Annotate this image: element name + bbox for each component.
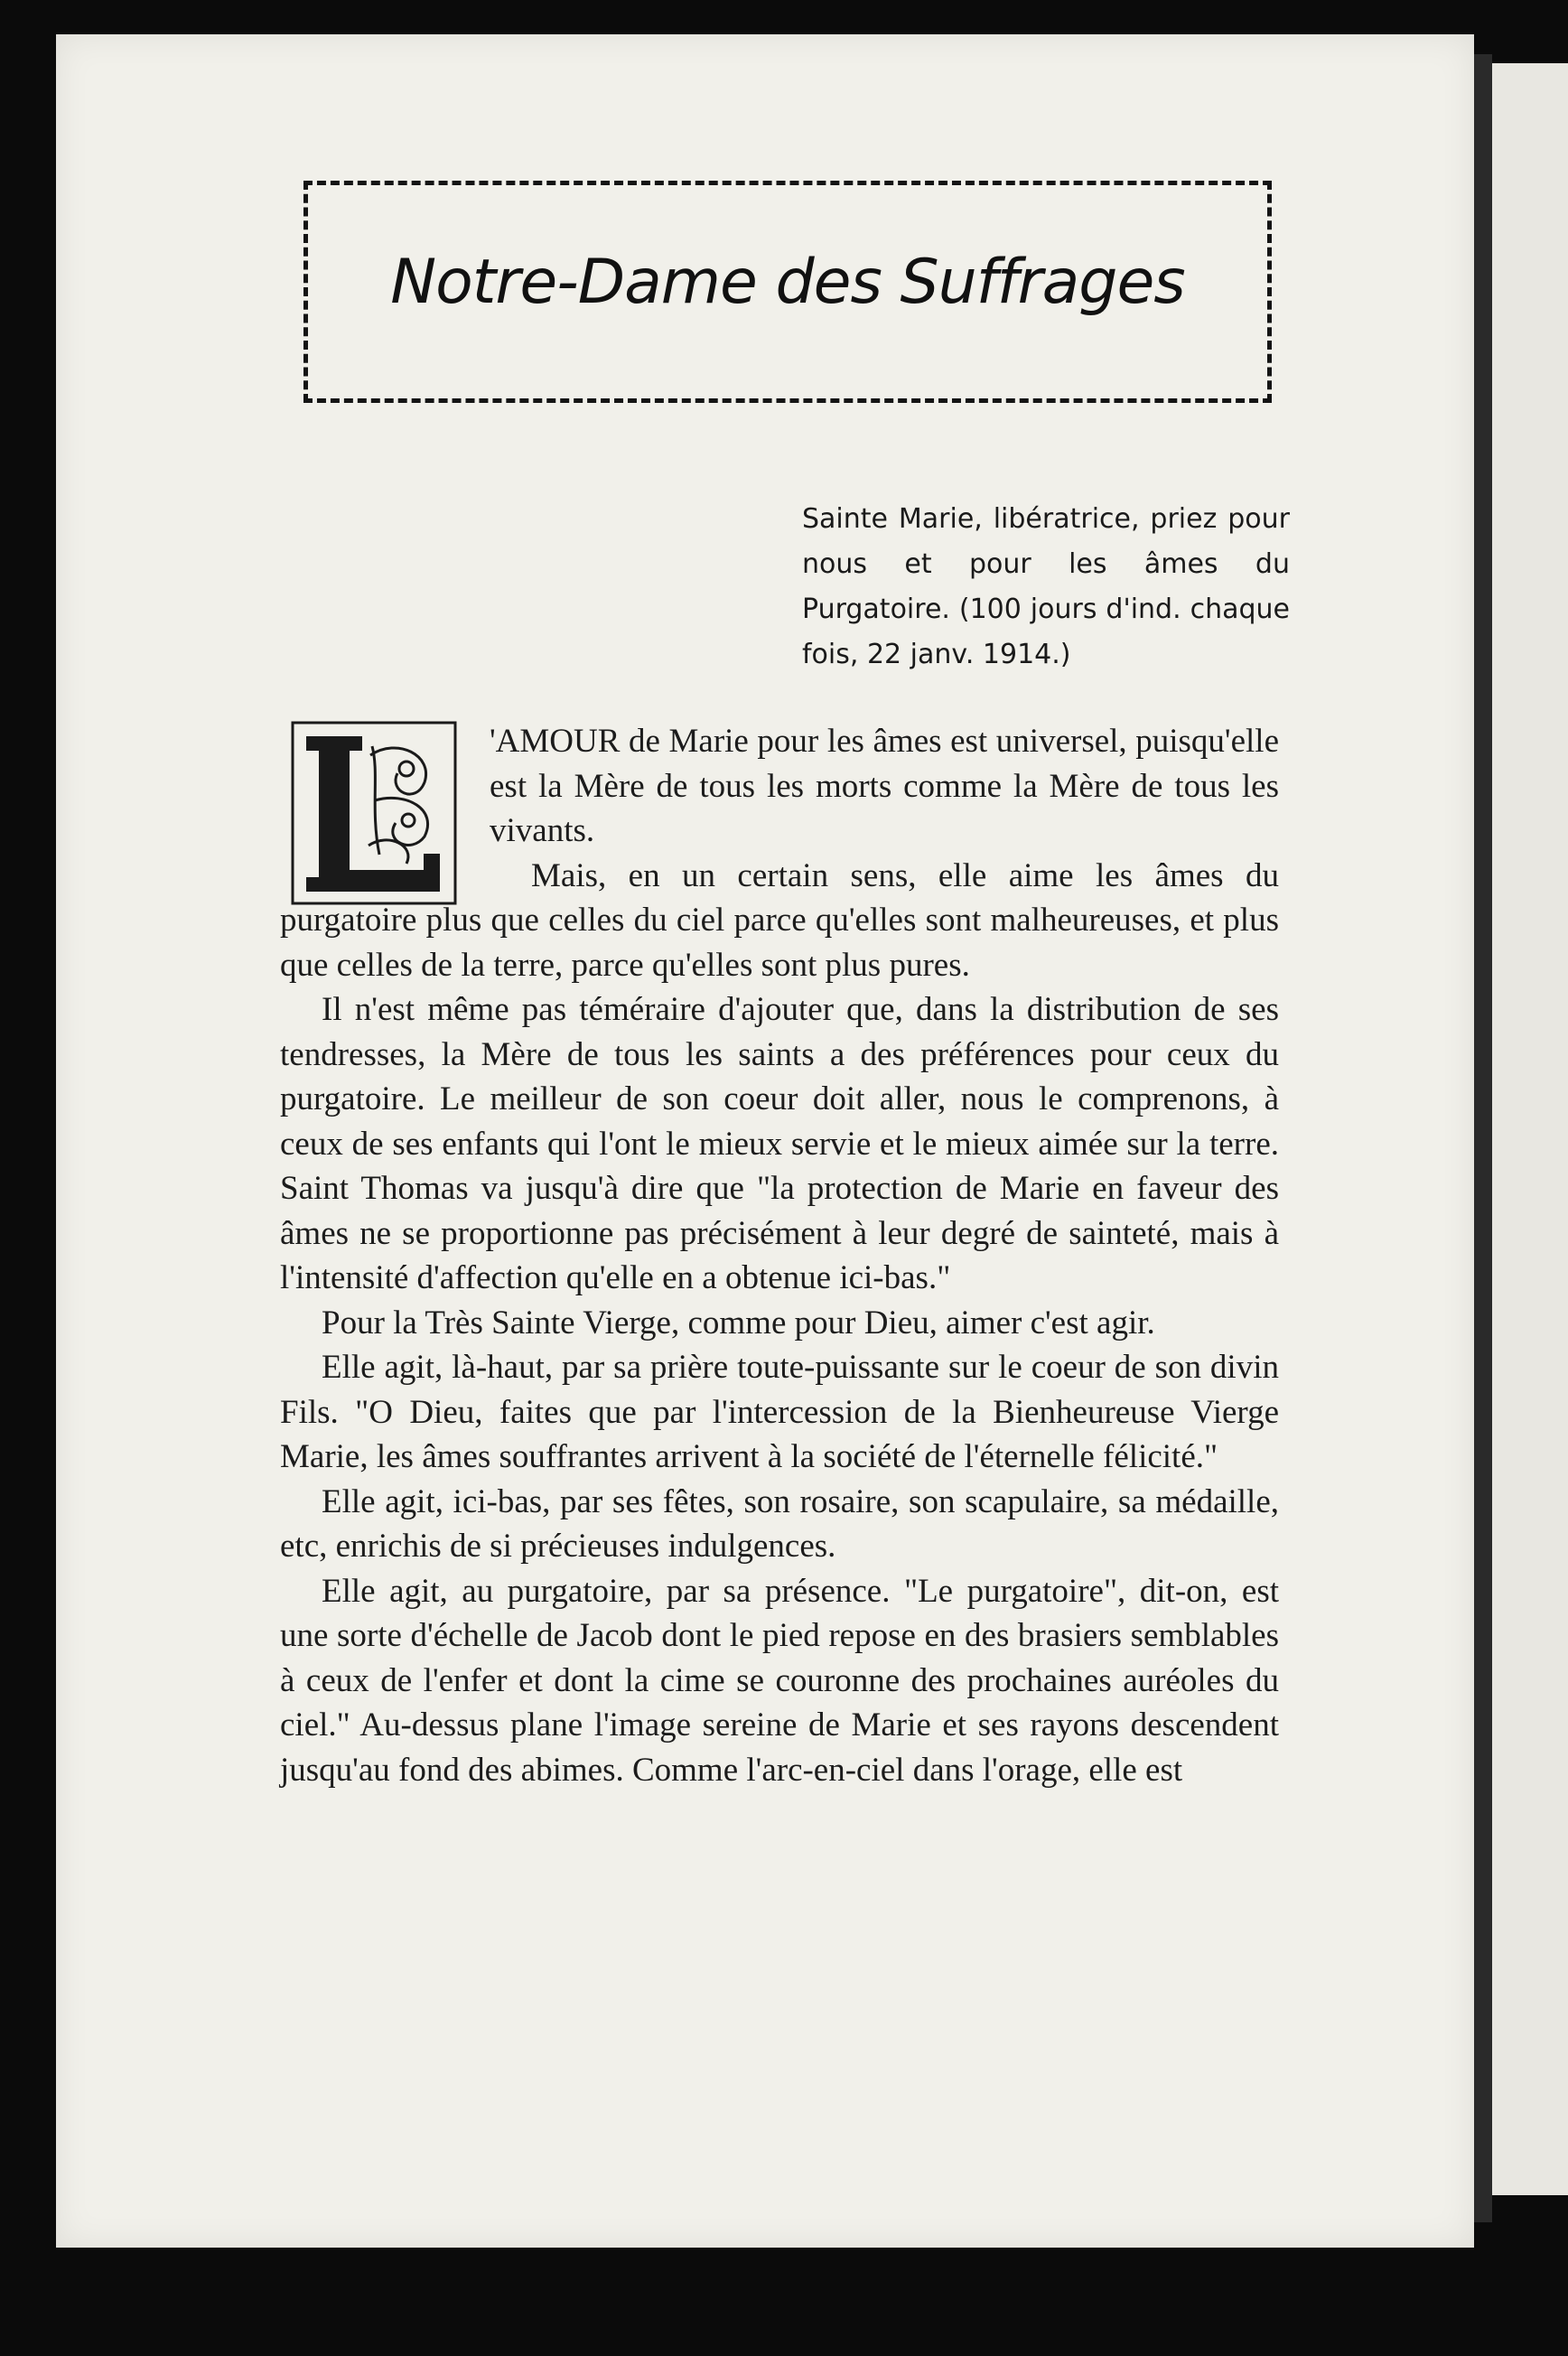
title-frame — [303, 181, 1272, 403]
paragraph-2: Mais, en un certain sens, elle aime les âmes du purgatoire plus que celles du ciel parce qu'elles sont malheureuses, et plus que celles de la terre, parce qu'elles sont plus pures. — [280, 856, 1279, 984]
paragraph-1: 'AMOUR de Marie pour les âmes est universel, puisqu'elle est la Mère de tous les morts comme la Mère de tous les vivants. — [490, 723, 1279, 849]
paragraph-4: Pour la Très Sainte Vierge, comme pour Dieu, aimer c'est agir. — [322, 1304, 1155, 1342]
ornamental-drop-cap-l — [289, 719, 459, 909]
drop-cap-ornament-icon — [289, 719, 459, 909]
paragraph-6: Elle agit, ici-bas, par ses fêtes, son rosaire, son scapulaire, sa médaille, etc, enrichis de si précieuses indulgences. — [280, 1482, 1279, 1565]
chapter-title: Notre-Dame des Suffrages — [390, 247, 1185, 318]
paragraph-7: Elle agit, au purgatoire, par sa présence. "Le purgatoire", dit-on, est une sorte d'échelle de Jacob dont le pied repose en des brasiers semblables à ceux de l'enfer et dont la cime se couronne des prochaines auréoles du ciel." Au-dessus plane l'image sereine de Marie et ses rayons descendent jusqu'au fond des abimes. Comme l'arc-en-ciel dans l'orage, elle est — [280, 1572, 1279, 1789]
paragraph-3: Il n'est même pas téméraire d'ajouter que, dans la distribution de ses tendresses, la Mère de tous les saints a des préférences pour ceux du purgatoire. Le meilleur de son coeur doit aller, nous le comprenons, à ceux de ses enfants qui l'ont le mieux servie et le mieux aimée sur la terre. Saint Thomas va jusqu'à dire que "la protection de Marie en faveur des âmes ne se proportionne pas précisément à leur degré de sainteté, mais à l'intensité d'affection qu'elle en a obtenue ici-bas." — [280, 991, 1279, 1296]
paragraph-5: Elle agit, là-haut, par sa prière toute-puissante sur le coeur de son divin Fils. "O Dieu, faites que par l'intercession de la Bienheureuse Vierge Marie, les âmes souffrantes arrivent à la société de l'éternelle félicité." — [280, 1349, 1279, 1475]
facing-page-edge — [1492, 63, 1568, 2195]
page-gutter — [1474, 54, 1492, 2222]
epigraph-prayer: Sainte Marie, libératrice, priez pour nous et pour les âmes du Purgatoire. (100 jours d'ind. chaque fois, 22 janv. 1914.) — [802, 503, 1290, 670]
